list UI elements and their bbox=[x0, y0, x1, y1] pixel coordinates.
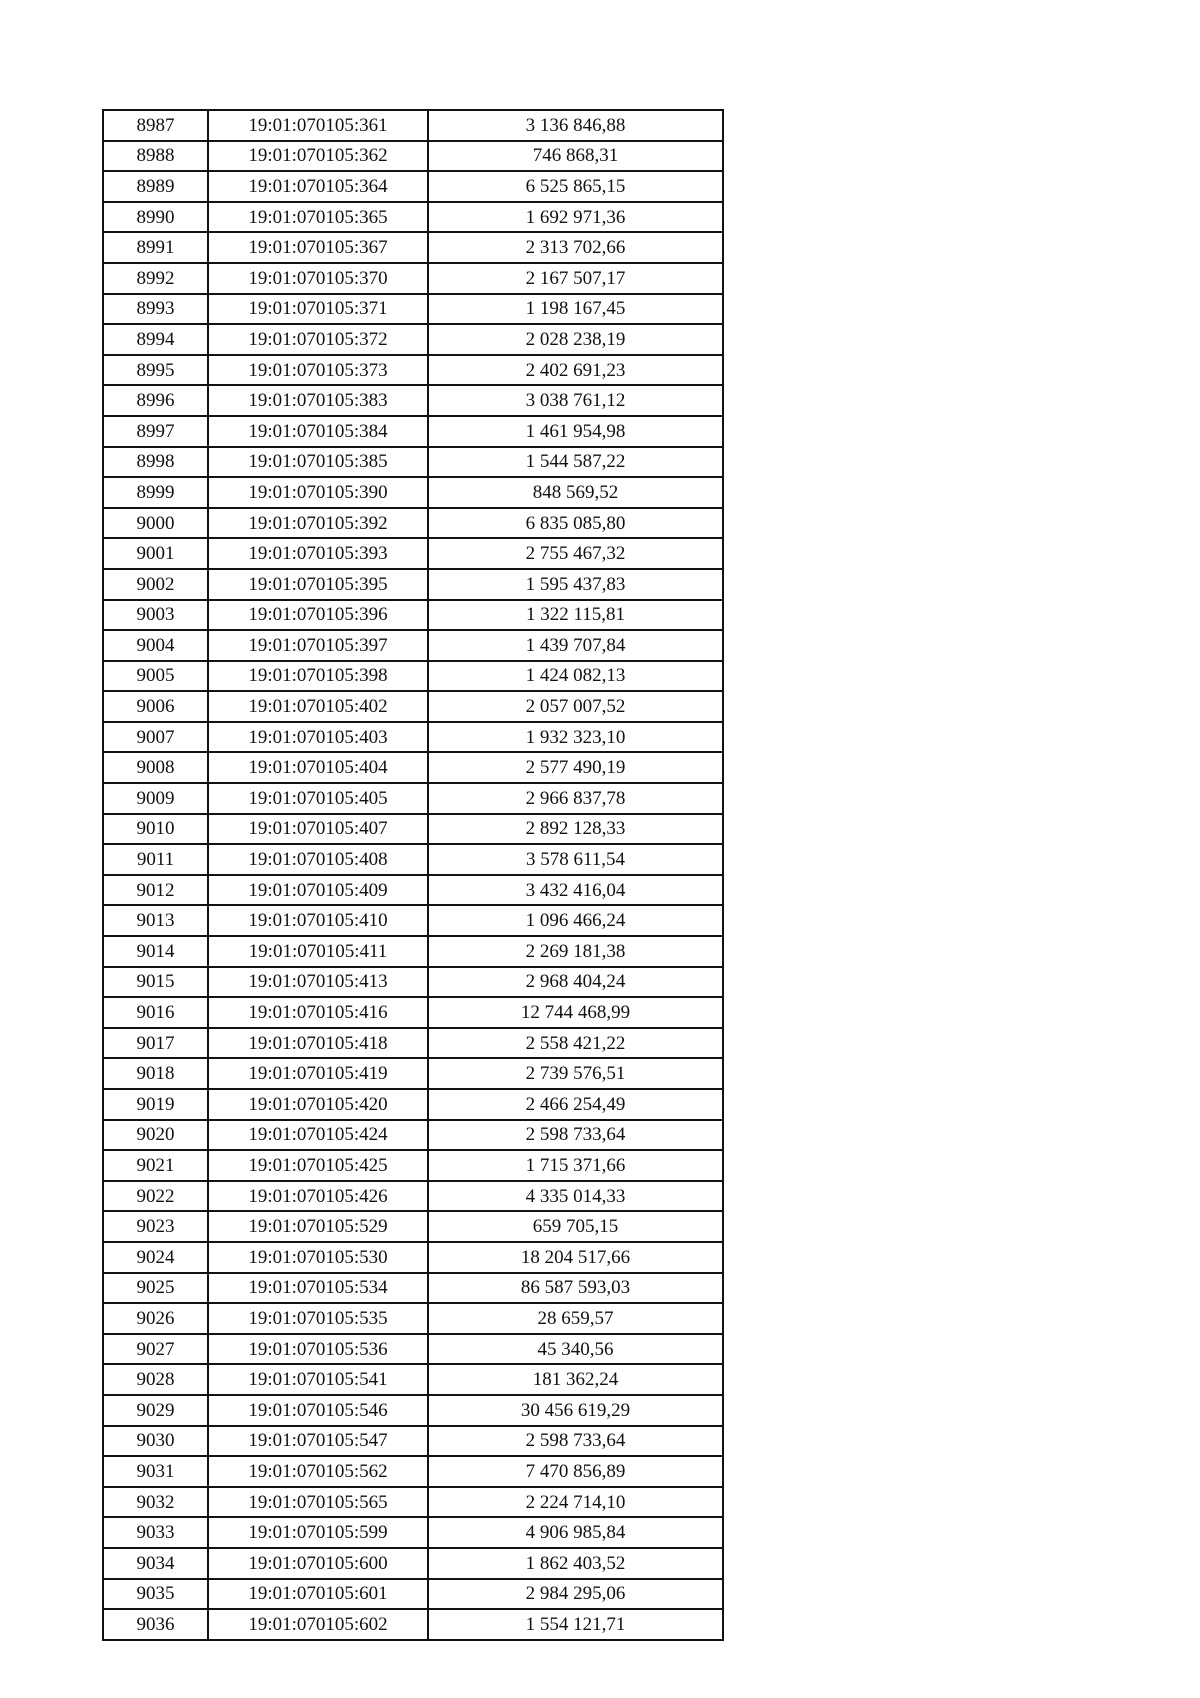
row-number-cell: 9033 bbox=[103, 1517, 208, 1548]
cadastral-number-cell: 19:01:070105:418 bbox=[208, 1028, 428, 1059]
amount-cell: 4 906 985,84 bbox=[428, 1517, 723, 1548]
cadastral-number-cell: 19:01:070105:397 bbox=[208, 630, 428, 661]
amount-cell: 2 558 421,22 bbox=[428, 1028, 723, 1059]
table-row bbox=[103, 1364, 723, 1395]
table-row bbox=[103, 508, 723, 539]
row-number-cell: 9014 bbox=[103, 936, 208, 967]
amount-cell: 1 439 707,84 bbox=[428, 630, 723, 661]
table-row bbox=[103, 171, 723, 202]
amount-cell: 1 461 954,98 bbox=[428, 416, 723, 447]
amount-cell: 2 028 238,19 bbox=[428, 324, 723, 355]
table-row bbox=[103, 814, 723, 845]
row-number-cell: 8995 bbox=[103, 355, 208, 386]
table-row bbox=[103, 1089, 723, 1120]
amount-cell: 45 340,56 bbox=[428, 1334, 723, 1365]
table-row bbox=[103, 538, 723, 569]
row-number-cell: 9021 bbox=[103, 1150, 208, 1181]
table-row bbox=[103, 110, 723, 141]
row-number-cell: 9018 bbox=[103, 1058, 208, 1089]
cadastral-number-cell: 19:01:070105:396 bbox=[208, 600, 428, 631]
table-row bbox=[103, 1395, 723, 1426]
row-number-cell: 9013 bbox=[103, 905, 208, 936]
amount-cell: 746 868,31 bbox=[428, 141, 723, 172]
cadastral-number-cell: 19:01:070105:393 bbox=[208, 538, 428, 569]
amount-cell: 2 598 733,64 bbox=[428, 1426, 723, 1457]
table-row bbox=[103, 385, 723, 416]
cadastral-number-cell: 19:01:070105:529 bbox=[208, 1211, 428, 1242]
table-row bbox=[103, 1242, 723, 1273]
cadastral-number-cell: 19:01:070105:370 bbox=[208, 263, 428, 294]
row-number-cell: 9029 bbox=[103, 1395, 208, 1426]
cadastral-number-cell: 19:01:070105:600 bbox=[208, 1548, 428, 1579]
cadastral-number-cell: 19:01:070105:546 bbox=[208, 1395, 428, 1426]
cadastral-number-cell: 19:01:070105:416 bbox=[208, 997, 428, 1028]
table-row bbox=[103, 447, 723, 478]
table-row bbox=[103, 1058, 723, 1089]
amount-cell: 1 692 971,36 bbox=[428, 202, 723, 233]
row-number-cell: 8993 bbox=[103, 294, 208, 325]
amount-cell: 3 038 761,12 bbox=[428, 385, 723, 416]
cadastral-number-cell: 19:01:070105:385 bbox=[208, 447, 428, 478]
row-number-cell: 9006 bbox=[103, 691, 208, 722]
table-row bbox=[103, 1579, 723, 1610]
data-table bbox=[102, 109, 724, 1641]
cadastral-number-cell: 19:01:070105:402 bbox=[208, 691, 428, 722]
table-row bbox=[103, 1120, 723, 1151]
row-number-cell: 9030 bbox=[103, 1426, 208, 1457]
amount-cell: 2 224 714,10 bbox=[428, 1487, 723, 1518]
table-row bbox=[103, 722, 723, 753]
table-row bbox=[103, 141, 723, 172]
row-number-cell: 9022 bbox=[103, 1181, 208, 1212]
row-number-cell: 9024 bbox=[103, 1242, 208, 1273]
table-row bbox=[103, 477, 723, 508]
row-number-cell: 9016 bbox=[103, 997, 208, 1028]
table-row bbox=[103, 1548, 723, 1579]
amount-cell: 1 322 115,81 bbox=[428, 600, 723, 631]
row-number-cell: 9015 bbox=[103, 967, 208, 998]
cadastral-number-cell: 19:01:070105:410 bbox=[208, 905, 428, 936]
table-row bbox=[103, 600, 723, 631]
table-row bbox=[103, 1028, 723, 1059]
row-number-cell: 8990 bbox=[103, 202, 208, 233]
amount-cell: 12 744 468,99 bbox=[428, 997, 723, 1028]
row-number-cell: 8998 bbox=[103, 447, 208, 478]
row-number-cell: 9025 bbox=[103, 1273, 208, 1304]
table-row bbox=[103, 997, 723, 1028]
amount-cell: 659 705,15 bbox=[428, 1211, 723, 1242]
row-number-cell: 9008 bbox=[103, 752, 208, 783]
amount-cell: 3 136 846,88 bbox=[428, 110, 723, 141]
table-row bbox=[103, 1303, 723, 1334]
table-row bbox=[103, 324, 723, 355]
amount-cell: 2 466 254,49 bbox=[428, 1089, 723, 1120]
row-number-cell: 9017 bbox=[103, 1028, 208, 1059]
table-row bbox=[103, 1211, 723, 1242]
table-row bbox=[103, 355, 723, 386]
cadastral-number-cell: 19:01:070105:362 bbox=[208, 141, 428, 172]
table-row bbox=[103, 263, 723, 294]
row-number-cell: 9031 bbox=[103, 1456, 208, 1487]
amount-cell: 7 470 856,89 bbox=[428, 1456, 723, 1487]
amount-cell: 1 932 323,10 bbox=[428, 722, 723, 753]
row-number-cell: 9005 bbox=[103, 661, 208, 692]
cadastral-number-cell: 19:01:070105:541 bbox=[208, 1364, 428, 1395]
cadastral-number-cell: 19:01:070105:407 bbox=[208, 814, 428, 845]
cadastral-number-cell: 19:01:070105:367 bbox=[208, 232, 428, 263]
row-number-cell: 8991 bbox=[103, 232, 208, 263]
row-number-cell: 9035 bbox=[103, 1579, 208, 1610]
table-row bbox=[103, 1273, 723, 1304]
row-number-cell: 8999 bbox=[103, 477, 208, 508]
table-row bbox=[103, 875, 723, 906]
amount-cell: 2 313 702,66 bbox=[428, 232, 723, 263]
cadastral-number-cell: 19:01:070105:390 bbox=[208, 477, 428, 508]
amount-cell: 6 835 085,80 bbox=[428, 508, 723, 539]
row-number-cell: 8994 bbox=[103, 324, 208, 355]
cadastral-number-cell: 19:01:070105:383 bbox=[208, 385, 428, 416]
amount-cell: 1 544 587,22 bbox=[428, 447, 723, 478]
cadastral-number-cell: 19:01:070105:372 bbox=[208, 324, 428, 355]
table-row bbox=[103, 783, 723, 814]
cadastral-number-cell: 19:01:070105:409 bbox=[208, 875, 428, 906]
cadastral-number-cell: 19:01:070105:535 bbox=[208, 1303, 428, 1334]
row-number-cell: 8996 bbox=[103, 385, 208, 416]
row-number-cell: 9000 bbox=[103, 508, 208, 539]
row-number-cell: 9020 bbox=[103, 1120, 208, 1151]
amount-cell: 2 402 691,23 bbox=[428, 355, 723, 386]
amount-cell: 1 554 121,71 bbox=[428, 1609, 723, 1640]
row-number-cell: 9001 bbox=[103, 538, 208, 569]
table-row bbox=[103, 1181, 723, 1212]
amount-cell: 1 424 082,13 bbox=[428, 661, 723, 692]
amount-cell: 2 167 507,17 bbox=[428, 263, 723, 294]
cadastral-number-cell: 19:01:070105:419 bbox=[208, 1058, 428, 1089]
cadastral-number-cell: 19:01:070105:413 bbox=[208, 967, 428, 998]
table-row bbox=[103, 967, 723, 998]
table-row bbox=[103, 232, 723, 263]
table-row bbox=[103, 752, 723, 783]
amount-cell: 2 577 490,19 bbox=[428, 752, 723, 783]
cadastral-number-cell: 19:01:070105:424 bbox=[208, 1120, 428, 1151]
row-number-cell: 8987 bbox=[103, 110, 208, 141]
row-number-cell: 9010 bbox=[103, 814, 208, 845]
table-row bbox=[103, 569, 723, 600]
amount-cell: 181 362,24 bbox=[428, 1364, 723, 1395]
row-number-cell: 9012 bbox=[103, 875, 208, 906]
cadastral-number-cell: 19:01:070105:398 bbox=[208, 661, 428, 692]
amount-cell: 86 587 593,03 bbox=[428, 1273, 723, 1304]
amount-cell: 2 892 128,33 bbox=[428, 814, 723, 845]
row-number-cell: 9003 bbox=[103, 600, 208, 631]
amount-cell: 2 755 467,32 bbox=[428, 538, 723, 569]
cadastral-number-cell: 19:01:070105:534 bbox=[208, 1273, 428, 1304]
cadastral-number-cell: 19:01:070105:384 bbox=[208, 416, 428, 447]
table-row bbox=[103, 416, 723, 447]
cadastral-number-cell: 19:01:070105:408 bbox=[208, 844, 428, 875]
row-number-cell: 8997 bbox=[103, 416, 208, 447]
table-row bbox=[103, 691, 723, 722]
cadastral-number-cell: 19:01:070105:361 bbox=[208, 110, 428, 141]
amount-cell: 1 198 167,45 bbox=[428, 294, 723, 325]
amount-cell: 3 578 611,54 bbox=[428, 844, 723, 875]
amount-cell: 1 862 403,52 bbox=[428, 1548, 723, 1579]
row-number-cell: 9023 bbox=[103, 1211, 208, 1242]
table-row bbox=[103, 202, 723, 233]
table-row bbox=[103, 1487, 723, 1518]
amount-cell: 1 595 437,83 bbox=[428, 569, 723, 600]
amount-cell: 848 569,52 bbox=[428, 477, 723, 508]
table-row bbox=[103, 1334, 723, 1365]
row-number-cell: 9004 bbox=[103, 630, 208, 661]
table-row bbox=[103, 1426, 723, 1457]
cadastral-number-cell: 19:01:070105:426 bbox=[208, 1181, 428, 1212]
table-row bbox=[103, 630, 723, 661]
amount-cell: 6 525 865,15 bbox=[428, 171, 723, 202]
cadastral-number-cell: 19:01:070105:371 bbox=[208, 294, 428, 325]
cadastral-number-cell: 19:01:070105:404 bbox=[208, 752, 428, 783]
cadastral-number-cell: 19:01:070105:547 bbox=[208, 1426, 428, 1457]
amount-cell: 2 984 295,06 bbox=[428, 1579, 723, 1610]
cadastral-number-cell: 19:01:070105:536 bbox=[208, 1334, 428, 1365]
cadastral-number-cell: 19:01:070105:601 bbox=[208, 1579, 428, 1610]
amount-cell: 2 968 404,24 bbox=[428, 967, 723, 998]
cadastral-number-cell: 19:01:070105:420 bbox=[208, 1089, 428, 1120]
cadastral-number-cell: 19:01:070105:373 bbox=[208, 355, 428, 386]
cadastral-number-cell: 19:01:070105:599 bbox=[208, 1517, 428, 1548]
amount-cell: 1 715 371,66 bbox=[428, 1150, 723, 1181]
row-number-cell: 9007 bbox=[103, 722, 208, 753]
cadastral-number-cell: 19:01:070105:530 bbox=[208, 1242, 428, 1273]
row-number-cell: 9028 bbox=[103, 1364, 208, 1395]
amount-cell: 30 456 619,29 bbox=[428, 1395, 723, 1426]
table-body bbox=[103, 110, 723, 1640]
cadastral-number-cell: 19:01:070105:411 bbox=[208, 936, 428, 967]
amount-cell: 2 739 576,51 bbox=[428, 1058, 723, 1089]
row-number-cell: 9002 bbox=[103, 569, 208, 600]
cadastral-number-cell: 19:01:070105:365 bbox=[208, 202, 428, 233]
amount-cell: 3 432 416,04 bbox=[428, 875, 723, 906]
amount-cell: 2 269 181,38 bbox=[428, 936, 723, 967]
table-row bbox=[103, 905, 723, 936]
amount-cell: 2 057 007,52 bbox=[428, 691, 723, 722]
row-number-cell: 9034 bbox=[103, 1548, 208, 1579]
cadastral-number-cell: 19:01:070105:565 bbox=[208, 1487, 428, 1518]
amount-cell: 18 204 517,66 bbox=[428, 1242, 723, 1273]
row-number-cell: 9032 bbox=[103, 1487, 208, 1518]
cadastral-number-cell: 19:01:070105:392 bbox=[208, 508, 428, 539]
amount-cell: 2 966 837,78 bbox=[428, 783, 723, 814]
amount-cell: 28 659,57 bbox=[428, 1303, 723, 1334]
row-number-cell: 9036 bbox=[103, 1609, 208, 1640]
row-number-cell: 9009 bbox=[103, 783, 208, 814]
table-row bbox=[103, 294, 723, 325]
table-row bbox=[103, 1150, 723, 1181]
cadastral-number-cell: 19:01:070105:562 bbox=[208, 1456, 428, 1487]
table-row bbox=[103, 1517, 723, 1548]
table-row bbox=[103, 1456, 723, 1487]
cadastral-number-cell: 19:01:070105:395 bbox=[208, 569, 428, 600]
amount-cell: 4 335 014,33 bbox=[428, 1181, 723, 1212]
table-row bbox=[103, 1609, 723, 1640]
cadastral-number-cell: 19:01:070105:403 bbox=[208, 722, 428, 753]
amount-cell: 1 096 466,24 bbox=[428, 905, 723, 936]
row-number-cell: 9027 bbox=[103, 1334, 208, 1365]
row-number-cell: 8988 bbox=[103, 141, 208, 172]
table-row bbox=[103, 844, 723, 875]
cadastral-number-cell: 19:01:070105:425 bbox=[208, 1150, 428, 1181]
cadastral-number-cell: 19:01:070105:602 bbox=[208, 1609, 428, 1640]
row-number-cell: 8989 bbox=[103, 171, 208, 202]
table-row bbox=[103, 661, 723, 692]
cadastral-number-cell: 19:01:070105:405 bbox=[208, 783, 428, 814]
row-number-cell: 8992 bbox=[103, 263, 208, 294]
row-number-cell: 9019 bbox=[103, 1089, 208, 1120]
cadastral-number-cell: 19:01:070105:364 bbox=[208, 171, 428, 202]
row-number-cell: 9011 bbox=[103, 844, 208, 875]
table-row bbox=[103, 936, 723, 967]
row-number-cell: 9026 bbox=[103, 1303, 208, 1334]
amount-cell: 2 598 733,64 bbox=[428, 1120, 723, 1151]
